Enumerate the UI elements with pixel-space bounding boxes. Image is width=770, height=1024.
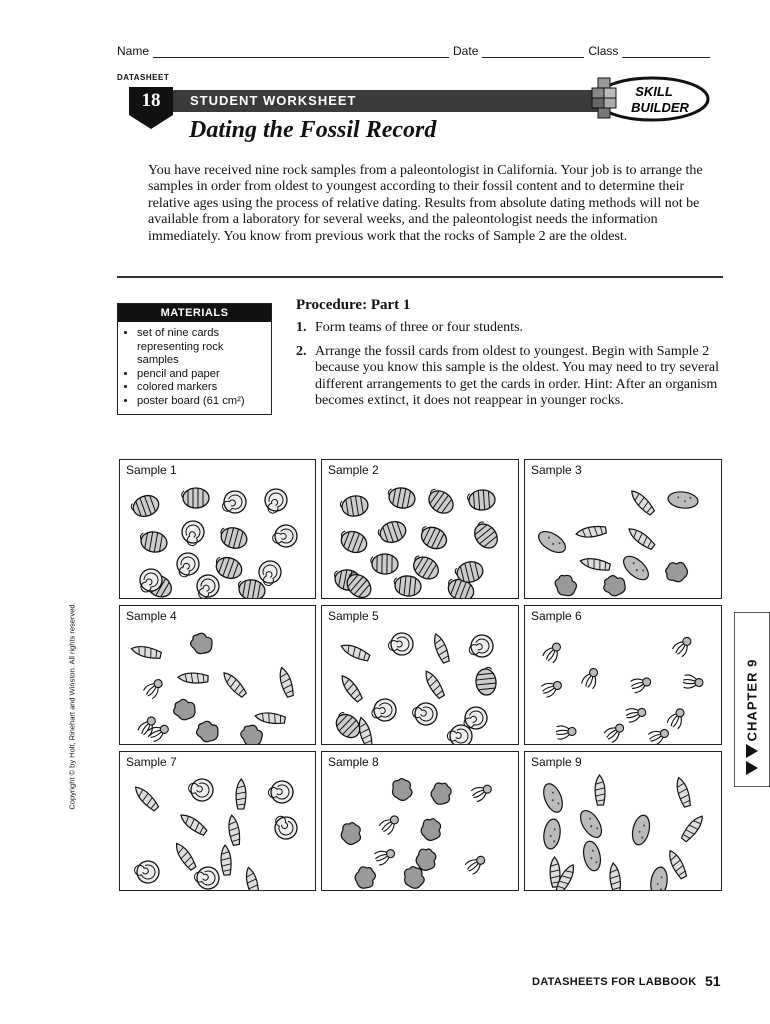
leaf-fossil-icon [667,490,699,510]
shell-fossil-icon [575,525,606,539]
octopus-fossil-icon [137,714,159,738]
octopus-fossil-icon [470,782,494,803]
shell-fossil-icon [608,863,622,891]
materials-heading: MATERIALS [118,304,271,322]
octopus-fossil-icon [581,666,601,690]
datasheet-number: 18 [129,87,173,115]
materials-item: • colored markers [137,381,267,395]
octopus-fossil-icon [647,726,671,745]
shell-fossil-icon [594,775,605,805]
snail-fossil-icon [220,487,250,517]
fossil-layer [322,606,519,745]
shell-fossil-icon [244,866,261,891]
sample-label: Sample 9 [531,755,582,769]
procedure-step [296,320,724,337]
datasheet-label: DATASHEET [117,73,170,82]
step-number: 1. [296,320,307,335]
class-label: Class [588,44,619,58]
sample-label: Sample 7 [126,755,177,769]
class-blank[interactable] [622,45,710,58]
sample-card-6 [524,605,722,745]
leaf-fossil-icon [542,818,562,850]
blob-fossil-icon [237,721,266,745]
shell-fossil-icon [227,814,242,845]
trilobite-fossil-icon [371,554,399,574]
trilobite-fossil-icon [376,518,408,546]
octopus-fossil-icon [625,705,648,723]
datasheet-number-pointer [129,115,173,129]
leaf-fossil-icon [630,814,652,847]
octopus-fossil-icon [555,725,576,740]
trilobite-fossil-icon [331,709,365,742]
blob-fossil-icon [193,718,221,745]
fossil-layer [525,752,722,891]
trilobite-fossil-icon [138,530,168,554]
trilobite-fossil-icon [212,554,244,582]
step-text: Arrange the fossil cards from oldest to youngest. Begin with Sample 2 because you know this sample is the oldest. You may need to try several different arrangements to get the cards in order. Hint: After an organism becomes extinct, it does not reappear in younger rocks. [315,343,719,409]
sample-card-1 [119,459,316,599]
sample-label: Sample 4 [126,609,177,623]
shell-fossil-icon [178,672,208,684]
trilobite-fossil-icon [469,519,502,553]
badge-line-1: SKILL [635,84,673,99]
materials-item: • pencil and paper [137,368,267,382]
date-label: Date [453,44,479,58]
trilobite-fossil-icon [386,485,417,510]
shell-fossil-icon [674,776,692,808]
octopus-fossil-icon [666,706,687,730]
leaf-fossil-icon [619,552,652,584]
step-number: 2. [296,343,307,359]
octopus-fossil-icon [603,721,627,744]
name-label: Name [117,44,150,58]
procedure-steps [296,320,724,417]
shell-fossil-icon [236,779,247,809]
fossil-layer [525,606,722,745]
blob-fossil-icon [665,562,688,582]
materials-list [118,327,271,409]
page-number: 51 [705,973,721,989]
fossil-layer [120,752,316,891]
fossil-layer [322,460,519,599]
sample-card-9 [524,751,722,891]
worksheet-banner: STUDENT WORKSHEET [173,90,693,112]
blob-fossil-icon [341,822,361,845]
snail-fossil-icon [187,775,217,804]
octopus-fossil-icon [682,675,703,690]
blob-fossil-icon [429,781,452,806]
shell-fossil-icon [628,488,656,517]
snail-fossil-icon [140,569,162,592]
sample-card-3 [524,459,722,599]
badge-line-2: BUILDER [631,100,689,115]
name-blank[interactable] [153,45,449,58]
trilobite-fossil-icon [417,523,450,553]
page-title: Dating the Fossil Record [189,117,437,143]
fossil-layer [120,606,316,745]
snail-fossil-icon [369,695,400,726]
octopus-fossil-icon [542,640,564,664]
trilobite-fossil-icon [182,488,209,508]
shell-fossil-icon [579,556,610,572]
materials-item: • set of nine cards representing rock samples [137,327,267,368]
leaf-fossil-icon [581,840,603,873]
footer-label: DATASHEETS FOR LABBOOK [532,976,697,988]
octopus-fossil-icon [540,678,564,698]
blob-fossil-icon [390,777,414,803]
snail-fossil-icon [410,699,440,729]
snail-fossil-icon [178,517,209,548]
trilobite-fossil-icon [218,525,250,551]
sample-card-7 [119,751,316,891]
step-text: Form teams of three or four students. [315,320,524,335]
trilobite-fossil-icon [475,667,498,696]
snail-fossil-icon [386,628,418,660]
trilobite-fossil-icon [467,489,496,511]
snail-fossil-icon [270,521,302,553]
sample-label: Sample 5 [328,609,379,623]
sample-card-2 [321,459,519,599]
shell-fossil-icon [132,784,160,813]
leaf-fossil-icon [540,781,566,815]
octopus-fossil-icon [672,634,695,658]
fossil-layer [525,460,722,599]
blob-fossil-icon [353,864,378,890]
shell-fossil-icon [680,813,706,843]
blob-fossil-icon [171,697,199,723]
octopus-fossil-icon [142,676,165,700]
sample-label: Sample 2 [328,463,379,477]
snail-fossil-icon [192,863,223,891]
fossil-layer [322,752,519,891]
leaf-fossil-icon [649,866,669,891]
date-blank[interactable] [482,45,584,58]
shell-fossil-icon [338,673,364,703]
materials-item: • poster board (61 cm²) [137,395,267,409]
sample-cards-grid [119,459,722,897]
trilobite-fossil-icon [393,575,422,598]
blob-fossil-icon [601,574,627,599]
octopus-fossil-icon [464,853,488,876]
shell-fossil-icon [220,670,248,699]
trilobite-fossil-icon [337,528,370,556]
sample-card-5 [321,605,519,745]
shell-fossil-icon [339,641,370,662]
shell-fossil-icon [277,666,295,698]
shell-fossil-icon [431,632,451,664]
shell-fossil-icon [220,845,232,876]
sample-label: Sample 6 [531,609,582,623]
chapter-label: CHAPTER 9 [744,658,760,742]
trilobite-fossil-icon [129,492,161,520]
intro-paragraph: You have received nine rock samples from a paleontologist in California. Your job is to arrange the samples in order from oldest to youngest according to their fossil content and to determine their relative ages using the process of relative dating. Results from absolute dating methods will not be available from a laboratory for several weeks, and the paleontologist needs the information immediately. You know from previous work that the rocks of Sample 2 are the oldest. [148,163,703,244]
snail-fossil-icon [467,631,497,662]
blob-fossil-icon [551,571,580,599]
snail-fossil-icon [263,487,290,515]
shell-fossil-icon [130,644,161,660]
divider [117,276,723,278]
shell-fossil-icon [254,711,285,725]
snail-fossil-icon [266,777,298,809]
fossil-layer [120,460,316,599]
student-info-line [117,44,722,58]
blob-fossil-icon [187,630,216,658]
trilobite-fossil-icon [424,486,458,518]
snail-fossil-icon [271,814,299,841]
procedure-title: Procedure: Part 1 [296,297,411,313]
snail-fossil-icon [133,857,163,886]
shell-fossil-icon [626,525,656,551]
leaf-fossil-icon [535,527,569,556]
sample-card-4 [119,605,316,745]
skill-builder-badge [586,74,710,124]
trilobite-fossil-icon [339,494,369,518]
shell-fossil-icon [172,841,197,871]
shell-fossil-icon [178,811,208,837]
materials-box [117,303,272,415]
snail-fossil-icon [175,551,201,577]
octopus-fossil-icon [629,674,652,693]
octopus-fossil-icon [373,846,397,866]
shell-fossil-icon [666,848,689,879]
copyright-notice: Copyright © by Holt, Rinehart and Winston. All rights reserved. [67,602,77,810]
sample-label: Sample 1 [126,463,177,477]
shell-fossil-icon [422,669,446,700]
sample-card-8 [321,751,519,891]
trilobite-fossil-icon [236,578,266,599]
blob-fossil-icon [421,818,441,840]
sample-label: Sample 3 [531,463,582,477]
procedure-step [296,344,724,410]
snail-fossil-icon [196,574,220,599]
sample-label: Sample 8 [328,755,379,769]
leaf-fossil-icon [576,807,605,841]
octopus-fossil-icon [378,812,402,835]
